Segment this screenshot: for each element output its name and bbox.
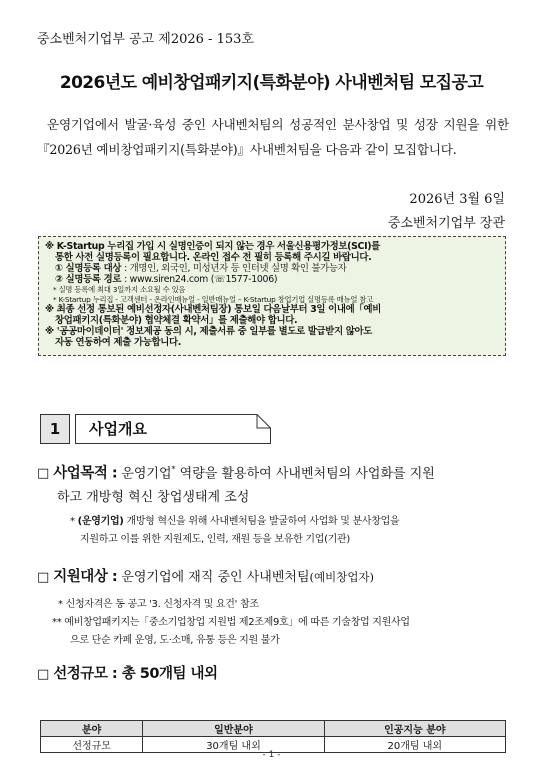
note-text: ** 예비창업패키지는「중소기업창업 지원법 제2조제9호」에 따른 기술창업 지원사업 <box>52 617 410 628</box>
scale-item <box>37 662 507 687</box>
purpose-heading: 사업목적 : <box>53 465 118 482</box>
notice-number: 중소벤처기업부 공고 제2026 - 153호 <box>37 32 254 47</box>
notice-target-label: ① 실명등록 대상 <box>55 263 122 274</box>
checkbox-bullet: □ <box>37 667 50 682</box>
notice-small-note: * 실명 등록에 최대 3일까지 소요될 수 있음 <box>53 285 186 294</box>
footnote-mark: * <box>171 465 176 474</box>
note-text: 지원하고 이를 위한 지원제도, 인력, 재원 등을 보유한 기업(기관) <box>80 534 350 545</box>
note-bold-label: (운영기업) <box>77 516 124 527</box>
notice-line: 통한 사전 실명등록이 필요합니다. 온라인 접수 전 필히 등록해 주시길 바랍니다. <box>55 252 372 263</box>
notice-line: ※ K-Startup 누리집 가입 시 실명인증이 되지 않는 경우 서울신용평가정보(SCI)를 <box>45 241 381 252</box>
table-cell: 선정규모 <box>41 737 143 753</box>
notice-target-line <box>45 263 499 274</box>
notice-route-line <box>45 274 499 285</box>
notice-small-note: * K-Startup 누리집 - 고객센터 - 온라인매뉴얼 - 일반매뉴얼 – K-Startup 창업기업 실명등록 매뉴얼 참고 <box>53 294 374 304</box>
target-note: * 신청자격은 동 공고 '3. 신청자격 및 요건' 참조 <box>58 599 259 610</box>
target-item <box>37 565 507 590</box>
purpose-text: 역량을 활용하여 사내벤처팀의 사업화를 지원 <box>175 466 435 482</box>
selection-scale-table <box>40 720 506 753</box>
page-number: - 1 - <box>262 750 281 760</box>
notice-line: ※ 최종 선정 통보된 예비선정자(사내벤처팀장) 통보일 다음날부터 3일 이내에「예비 <box>45 304 381 315</box>
note-text: 으로 단순 카페 운영, 도·소매, 유통 등은 지원 불가 <box>70 635 280 646</box>
purpose-item <box>37 458 507 510</box>
issuer: 중소벤처기업부 장관 <box>387 216 505 231</box>
table-cell: 30개팀 내외 <box>143 737 324 753</box>
notice-line: ※ '공공마이데이터' 정보제공 동의 시, 제출서류 중 일부를 별도로 발급받지 않아도 <box>45 326 373 337</box>
notice-line: 자동 연동하여 제출 가능합니다. <box>55 337 181 348</box>
checkbox-bullet: □ <box>37 466 50 482</box>
scale-heading: 선정규모 : 총 50개팀 내외 <box>53 666 218 682</box>
intro-text: 운영기업에서 발굴·육성 중인 사내벤처팀의 성공적인 분사창업 및 성장 지원을 위한『2026년 예비창업패키지(특화분야)』사내벤처팀을 다음과 같이 모집합니다. <box>37 117 509 157</box>
notice-route-text: : www.siren24.com (☏1577-1006) <box>124 274 278 285</box>
note-mark: * <box>70 516 75 527</box>
notice-route-label: ② 실명등록 경로 <box>55 274 122 285</box>
document-title: 2026년도 예비창업패키지(특화분야) 사내벤처팀 모집공고 <box>59 73 484 93</box>
table-header: 인공지능 분야 <box>324 721 505 737</box>
table-header-row <box>41 721 506 737</box>
intro-paragraph <box>37 112 509 162</box>
section-heading <box>40 414 240 444</box>
target-heading: 지원대상 : <box>53 569 118 585</box>
target-note <box>52 614 508 650</box>
purpose-note <box>70 513 510 549</box>
notice-line: 창업패키지(특화분야) 협약체결 확약서」를 제출해야 합니다. <box>55 315 298 326</box>
announcement-date: 2026년 3월 6일 <box>409 192 505 207</box>
section-label-box <box>75 414 271 444</box>
note-text: 개방형 혁신을 위해 사내벤처팀을 발굴하여 사업화 및 분사창업을 <box>123 516 400 527</box>
purpose-text: 하고 개방형 혁신 창업생태계 조성 <box>57 490 250 506</box>
target-text-small: (예비창업자) <box>309 570 375 584</box>
table-cell: 20개팀 내외 <box>324 737 505 753</box>
table-header: 일반분야 <box>143 721 324 737</box>
section-number: 1 <box>40 414 70 444</box>
target-text: 운영기업에 재직 중인 사내벤처팀 <box>121 570 310 585</box>
checkbox-bullet: □ <box>37 570 50 585</box>
notice-target-text: : 개명인, 외국인, 미성년자 등 인터넷 실명 확인 불가능자 <box>124 263 347 274</box>
section-label: 사업개요 <box>89 420 147 438</box>
notice-box <box>38 236 506 356</box>
table-header: 분야 <box>41 721 143 737</box>
purpose-text: 운영기업 <box>121 466 172 482</box>
